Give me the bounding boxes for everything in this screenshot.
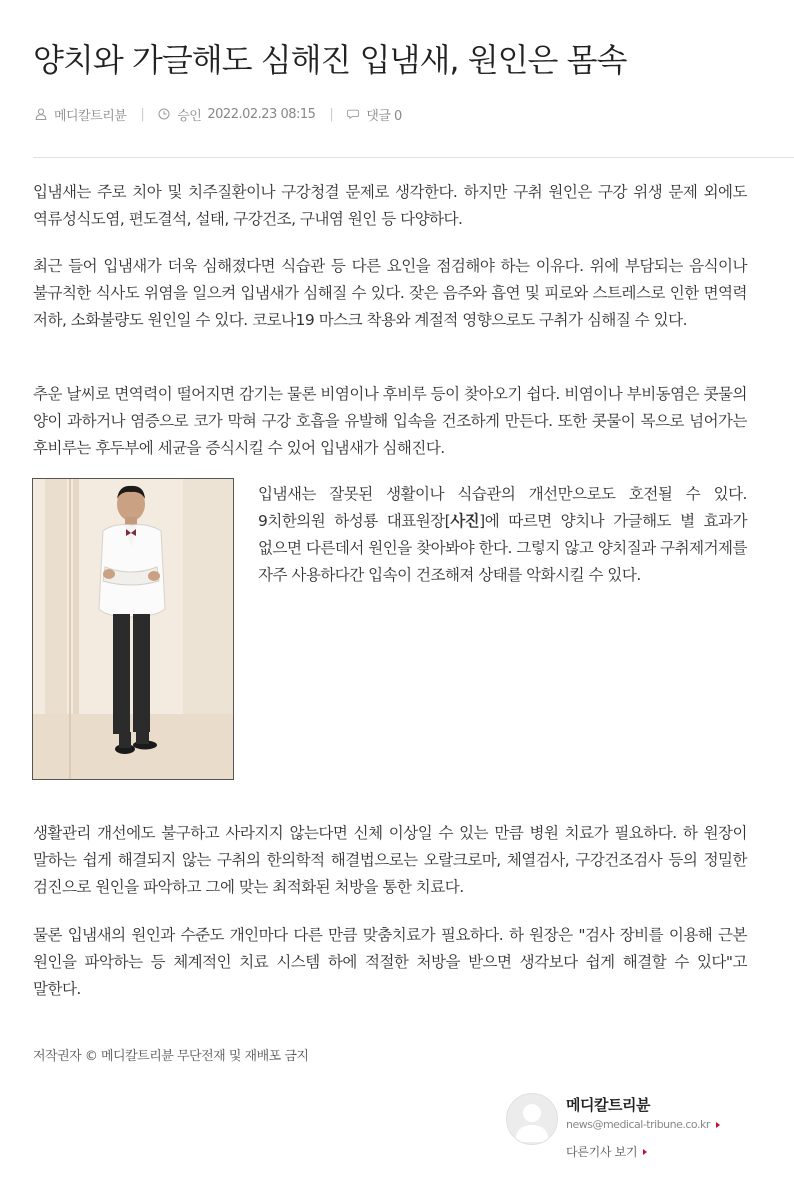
doctor-photo-illustration	[33, 479, 233, 779]
more-articles-label[interactable]: 다른기사 보기	[566, 1145, 638, 1159]
reporter-email[interactable]	[566, 1118, 720, 1131]
article-title: 양치와 가글해도 심해진 입냄새, 원인은 몸속	[33, 41, 627, 79]
approved-label: 승인	[177, 108, 202, 124]
reporter-avatar	[506, 1093, 558, 1145]
photo-reference: 사진	[450, 512, 480, 530]
more-articles-link[interactable]	[566, 1143, 647, 1160]
approved-date: 2022.02.23 08:15	[207, 106, 316, 122]
header-divider	[33, 157, 794, 158]
article-paragraph-3: 추운 날씨로 면역력이 떨어지면 감기는 물론 비염이나 후비루 등이 찾아오기 쉽다. 비염이나 부비동염은 콧물의 양이 과하거나 염증으로 코가 막혀 구강 호흡을 유발해 입속을 건조하게 만든다. 또한 콧물이 목으로 넘어가는 후비루는 후두부에 세균을 증식시킬 수 있어 입냄새가 심해진다.	[33, 385, 747, 457]
paragraph-4-text-a: 입냄새는 잘못된 생활이나 식습관의 개선만으로도 호전될 수 있다. 9치한의원 하성룡 대표원장[	[258, 485, 747, 530]
reporter-name: 메디칼트리뷴	[566, 1096, 650, 1114]
speech-bubble-icon	[347, 108, 359, 120]
person-icon	[507, 1094, 557, 1144]
triangle-right-icon	[716, 1122, 720, 1128]
article-paragraph-4	[258, 481, 747, 589]
paragraph-4-text-b: ]에 따르면 양치나 가글해도 별 효과가 없으면 다른데서 원인을 찾아봐야 한다. 그렇지 않고 양치질과 구취제거제를 자주 사용하다간 입속이 건조해져 상태를 악화시킬 수 있다.	[258, 512, 748, 584]
comments-link[interactable]: 댓글 0	[366, 108, 402, 124]
article-paragraph-2: 최근 들어 입냄새가 더욱 심해졌다면 식습관 등 다른 요인을 점검해야 하는 이유다. 위에 부담되는 음식이나 불규칙한 식사도 위염을 일으켜 입냄새가 심해질 수 있다. 잦은 음주와 흡연 및 피로와 스트레스로 인한 면역력 저하, 소화불량도 원인일 수 있다. 코로나19 마스크 착용와 계절적 영향으로도 구취가 심해질 수 있다.	[33, 257, 747, 329]
reporter-email-text[interactable]: news@medical-tribune.co.kr	[566, 1118, 710, 1131]
meta-divider: |	[140, 106, 145, 122]
doctor-photo[interactable]	[32, 478, 234, 780]
copyright-notice: 저작권자 © 메디칼트리뷴 무단전재 및 재배포 금지	[33, 1049, 309, 1064]
clock-icon	[158, 108, 170, 120]
triangle-right-icon	[643, 1149, 647, 1155]
article-paragraph-6: 물론 입냄새의 원인과 수준도 개인마다 다른 만큼 맞춤치료가 필요하다. 하 원장은 "검사 장비를 이용해 근본 원인을 파악하는 등 체계적인 치료 시스템 하에 적절한 처방을 받으면 생각보다 쉽게 해결할 수 있다"고 말한다.	[33, 926, 747, 998]
article-paragraph-1: 입냄새는 주로 치아 및 치주질환이나 구강청결 문제로 생각한다. 하지만 구취 원인은 구강 위생 문제 외에도 역류성식도염, 편도결석, 설태, 구강건조, 구내염 원인 등 다양하다.	[33, 183, 747, 228]
author-name[interactable]: 메디칼트리뷴	[54, 108, 127, 124]
meta-divider: |	[329, 106, 334, 122]
article-paragraph-5: 생활관리 개선에도 불구하고 사라지지 않는다면 신체 이상일 수 있는 만큼 병원 치료가 필요하다. 하 원장이 말하는 쉽게 해결되지 않는 구취의 한의학적 해결법으로는 오랄크로마, 체열검사, 구강건조검사 등의 정밀한 검진으로 원인을 파악하고 그에 맞는 최적화된 처방을 통한 치료다.	[33, 824, 747, 896]
article-meta	[35, 104, 402, 124]
person-icon	[35, 108, 47, 120]
